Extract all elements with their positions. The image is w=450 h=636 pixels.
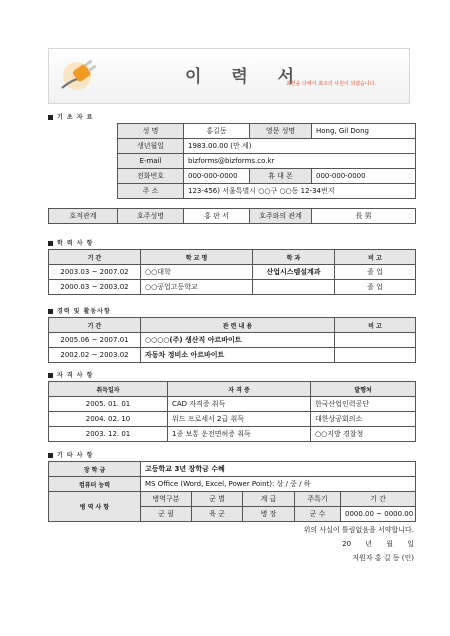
education-period: 2003.03 ~ 2007.02 <box>49 265 141 280</box>
license-date: 2005. 01. 01 <box>49 397 168 412</box>
military-type-value: 군 필 <box>141 507 192 522</box>
bullet-square-icon <box>48 309 53 314</box>
bullet-square-icon <box>48 373 53 378</box>
section-career: 경력 및 활동사항 <box>48 306 111 315</box>
career-table <box>48 317 416 363</box>
family-label: 호적관계 <box>49 209 118 224</box>
name-value: 홍길동 <box>184 124 250 139</box>
education-major <box>253 280 335 295</box>
education-note: 졸 업 <box>335 280 416 295</box>
military-rank-value: 병 장 <box>243 507 295 522</box>
education-note: 졸 업 <box>335 265 416 280</box>
education-header-school: 학 교 명 <box>141 250 253 265</box>
computer-label: 컴퓨터 능력 <box>49 477 141 492</box>
license-name: CAD 자격증 취득 <box>168 397 311 412</box>
closing-date: 20 년 월 일 <box>342 540 414 548</box>
computer-value: MS Office (Word, Excel, Power Point): 상 / 중 / 하 <box>141 477 416 492</box>
military-specialty-value: 군 수 <box>295 507 341 522</box>
career-header-note: 비 고 <box>335 318 416 333</box>
other-table <box>48 461 416 522</box>
section-other: 기 타 사 항 <box>48 450 93 459</box>
table-row <box>49 265 416 280</box>
license-date: 2003. 12. 01 <box>49 427 168 442</box>
license-header-name: 자 격 증 <box>168 382 311 397</box>
career-content: ○○○○(주) 생산직 아르바이트 <box>141 333 335 348</box>
table-row <box>49 397 416 412</box>
phone-value: 000-000-0000 <box>184 169 250 184</box>
section-basic-info: 기 초 자 료 <box>48 112 93 121</box>
career-period: 2005.06 ~ 2007.01 <box>49 333 141 348</box>
military-header-period: 기 간 <box>341 492 416 507</box>
career-note <box>335 348 416 363</box>
bullet-square-icon <box>48 453 53 458</box>
email-value: bizforms@bizforms.co.kr <box>184 154 416 169</box>
military-label: 병 역 사 항 <box>49 492 141 522</box>
family-table <box>48 208 416 224</box>
mobile-value: 000-000-0000 <box>312 169 416 184</box>
career-period: 2002.02 ~ 2003.02 <box>49 348 141 363</box>
license-table <box>48 381 416 442</box>
military-header-type: 병역구분 <box>141 492 192 507</box>
education-period: 2000.03 ~ 2003.02 <box>49 280 141 295</box>
career-header-period: 기 간 <box>49 318 141 333</box>
power-plug-icon <box>56 52 104 100</box>
education-header-major: 학 과 <box>253 250 335 265</box>
education-school: ○○공업고등학교 <box>141 280 253 295</box>
relation-label: 호주와의 관계 <box>250 209 312 224</box>
license-name: 워드 프로세서 2급 취득 <box>168 412 311 427</box>
eng-name-value: Hong, Gil Dong <box>312 124 416 139</box>
birth-label: 생년월일 <box>118 139 184 154</box>
military-period-value: 0000.00 ~ 0000.00 <box>341 507 416 522</box>
bullet-square-icon <box>48 241 53 246</box>
scholarship-value: 고등학교 3년 장학금 수혜 <box>141 462 416 477</box>
table-row <box>49 280 416 295</box>
table-row <box>49 348 416 363</box>
table-row <box>49 412 416 427</box>
license-date: 2004. 02. 10 <box>49 412 168 427</box>
career-content: 자동차 정비소 아르바이트 <box>141 348 335 363</box>
license-issuer: ○○지방 경찰청 <box>311 427 416 442</box>
license-issuer: 대한상공회의소 <box>311 412 416 427</box>
address-label: 주 소 <box>118 184 184 199</box>
education-header-period: 기 간 <box>49 250 141 265</box>
education-school: ○○대학 <box>141 265 253 280</box>
mobile-label: 휴 대 폰 <box>250 169 312 184</box>
education-table <box>48 249 416 295</box>
license-name: 1종 보통 운전면허증 취득 <box>168 427 311 442</box>
closing-statement: 위의 사실이 틀림없음을 서약합니다. <box>303 526 414 534</box>
career-note <box>335 333 416 348</box>
slogan: 최선을 다해서 최고의 사원이 되겠습니다. <box>286 81 377 87</box>
name-label: 성 명 <box>118 124 184 139</box>
head-name-label: 호주성명 <box>118 209 184 224</box>
closing-signer: 지원자 홍 길 동 (인) <box>352 554 414 562</box>
military-header-specialty: 주특기 <box>295 492 341 507</box>
military-branch-value: 육 군 <box>192 507 243 522</box>
eng-name-label: 영문 성명 <box>250 124 312 139</box>
email-label: E-mail <box>118 154 184 169</box>
basic-info-table <box>117 123 416 199</box>
scholarship-label: 장 학 금 <box>49 462 141 477</box>
bullet-square-icon <box>48 115 53 120</box>
military-header-rank: 계 급 <box>243 492 295 507</box>
head-name-value: 홍 판 서 <box>184 209 250 224</box>
table-row <box>49 333 416 348</box>
career-header-content: 관 련 내 용 <box>141 318 335 333</box>
page-title: 이 력 서 <box>185 67 307 87</box>
license-issuer: 한국산업인력공단 <box>311 397 416 412</box>
phone-label: 전화번호 <box>118 169 184 184</box>
license-header-date: 취득일자 <box>49 382 168 397</box>
license-header-issuer: 발행처 <box>311 382 416 397</box>
military-header-branch: 군 별 <box>192 492 243 507</box>
address-value: 123-456) 서울특별시 ○○구 ○○동 12-34번지 <box>184 184 416 199</box>
section-education: 학 력 사 항 <box>48 238 93 247</box>
education-header-note: 비 고 <box>335 250 416 265</box>
section-license: 자 격 사 항 <box>48 370 93 379</box>
relation-value: 長 男 <box>312 209 416 224</box>
table-row <box>49 427 416 442</box>
education-major: 산업시스템설계과 <box>253 265 335 280</box>
birth-value: 1983.00.00 (만 세) <box>184 139 416 154</box>
